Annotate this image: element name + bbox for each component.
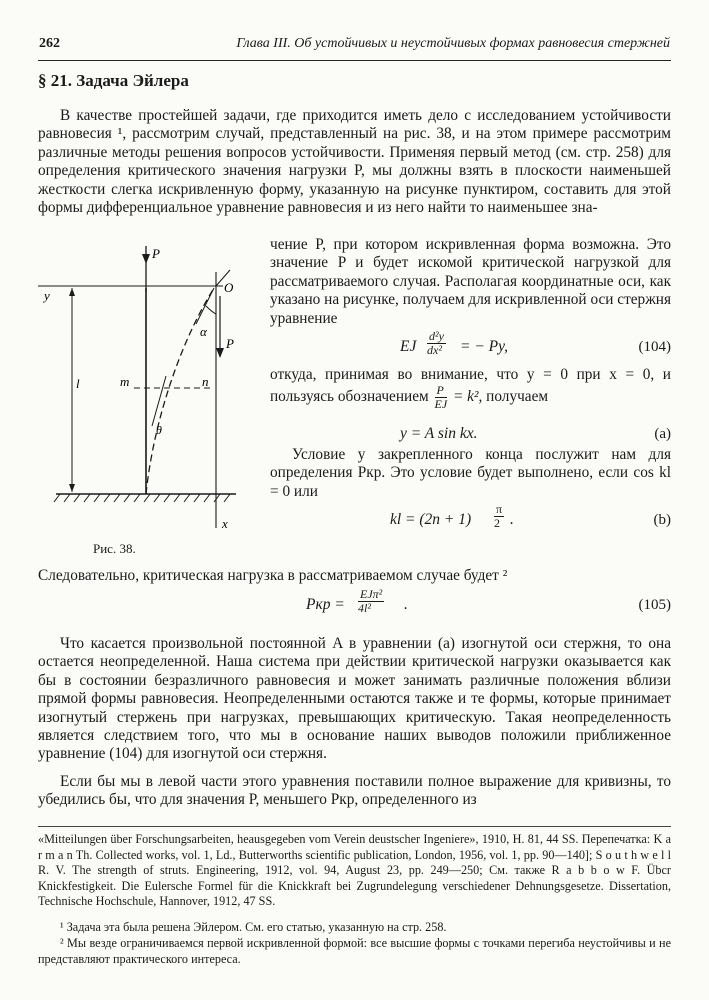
eq104-label: (104): [638, 339, 671, 356]
k-numerator: P: [435, 384, 448, 398]
equation-104: [270, 328, 671, 366]
after-104-text: откуда, принимая во внимание, что y = 0 при x = 0, и пользуясь обозначением: [270, 366, 671, 406]
label-n: n: [202, 374, 209, 389]
footnote-1: ¹ Задача эта была решена Эйлером. См. его статью, указанную на стр. 258.: [60, 920, 447, 934]
ground-hatch: [54, 494, 230, 502]
paragraph-intro: В качестве простейшей задачи, где приходится иметь дело с исследованием устойчивости равновесия ¹, рассмотрим случай, представленный на рис. 38, и на этом примере рассмотрим различные методы решения вопросов устойчивости. Применяя первый метод (см. стр. 258) для определения критического значения нагрузки P, мы должны взять в плоскости наименьшей жесткости слегка искривленную форму, указанную на рисунке пунктиром, составить для этой формы дифференциальное уравнение равновесия и из него найти то наименьшее зна-: [38, 107, 671, 217]
eq-b-label: (b): [653, 512, 671, 529]
paragraph-indeterminacy: Что касается произвольной постоянной A в уравнении (a) изогнутой оси стержня, то она остается неопределенной. Наша система при действии критической нагрузки оказывается как бы в состоянии безразличного равновесия и может занимать различные положения вблизи прямой формы равновесия. Неопределенными остаются также и те формы, которые принимает изогнутый стержень при нагрузках, превышающих критическую. Такая неопределенность является следствием того, что мы в основание наших выводов положили приближенное уравнение (104) для изогнутой оси стержня.: [38, 635, 671, 763]
label-theta: θ: [156, 423, 162, 437]
label-o: O: [224, 280, 234, 295]
label-p-top: P: [152, 246, 160, 261]
eq-b-fraction: [494, 503, 504, 530]
critical-load-text: Следовательно, критическая нагрузка в рассматриваемом случае будет ²: [38, 567, 508, 584]
figure-38: [38, 236, 263, 556]
section-title: § 21. Задача Эйлера: [38, 71, 189, 90]
header-divider: [38, 60, 671, 61]
after-104-block: [270, 366, 671, 422]
eq-b-end: .: [510, 511, 514, 529]
eq105-end: .: [404, 596, 408, 614]
derivation-text: чение P, при котором искривленная форма возможна. Это значение P и будет искомой критической нагрузкой для рассматриваемого случая. Располагая координатные оси, как указано на рисунке, получаем для искривленной оси стержня уравнение: [270, 236, 671, 327]
page-number: 262: [39, 36, 60, 51]
alpha-tangent: [196, 288, 214, 324]
label-p-side: P: [226, 336, 234, 351]
figure-caption: Рис. 38.: [93, 541, 136, 556]
paragraph-curvature: Если бы мы в левой части этого уравнения поставили полное выражение для кривизны, то убедились бы, что для значения P, меньшего Pкр, определенного из: [38, 773, 671, 809]
eq105-fraction: [358, 588, 384, 615]
eq-a-label: (a): [654, 426, 671, 443]
alpha-arc: [206, 306, 216, 314]
footnote-2: ² Мы везде ограничиваемся первой искривленной формой: все высшие формы с точками перегиба неустойчивы и не представляют практического интереса.: [38, 936, 671, 966]
load-arrow-top-head: [142, 254, 150, 264]
theta-tangent: [152, 376, 166, 426]
eq104-rhs: = − Py,: [460, 338, 509, 356]
after-k-text: получаем: [486, 388, 549, 406]
eq104-fraction: [427, 330, 446, 357]
eq-b-lhs: kl = (2n + 1): [390, 511, 472, 529]
load-arrow-side-head: [216, 348, 224, 358]
eq-b-numerator: π: [496, 502, 503, 517]
paragraph-derivation: [270, 236, 671, 535]
label-l: l: [76, 376, 80, 391]
paragraph-critical-load: [38, 567, 671, 625]
condition-text: Условие у закрепленного конца послужит нам для определения Pкр. Это условие будет выполнено, если cos kl = 0 или: [270, 446, 671, 500]
equation-105: [38, 585, 671, 625]
deflected-shape: [146, 288, 214, 494]
label-m: m: [120, 374, 130, 389]
eq105-denominator: 4l²: [358, 601, 371, 616]
label-alpha: α: [200, 324, 207, 339]
running-title: Глава III. Об устойчивых и неустойчивых формах равновесия стержней: [236, 36, 670, 51]
footnote-continued: «Mitteilungen über Forschungsarbeiten, heausgegeben vom Verein deustscher Ingeniere», 1910, H. 81, 44 SS. Перепечатка: K a r m a n Th. Collected works, vol. 1, Ld., Butterworths scientific publication, London, 1956, vol. 1, pp. 90—140]; S o u t h w e l l R. V. The strength of struts. Engineering, 1912, vol. 94, August 23, pp. 249—250; См. также R a b b o w F. Übcr Knickfestigkeit. Die Eulersche Formel für die Knickkraft bei Zugrundelegung verschiedener Dehnungsgesetze. Dissertation, Technische Hochschule, Hannover, 1912, 47 SS.: [38, 832, 671, 909]
k-fraction: [435, 384, 448, 411]
equation-b: [270, 501, 671, 535]
eq105-numerator: EJπ²: [360, 587, 383, 602]
k-rhs: = k²,: [452, 388, 483, 406]
eq104-denominator: dx²: [427, 343, 442, 358]
label-x: x: [222, 516, 228, 531]
eq-a: y = A sin kx.: [400, 425, 478, 443]
equation-a: [270, 422, 671, 446]
eq104-lhs: EJ: [400, 338, 417, 356]
k-denominator: EJ: [434, 397, 448, 412]
eq104-numerator: d²y: [429, 329, 444, 344]
eq-b-denominator: 2: [494, 516, 500, 531]
euler-column-diagram: [38, 236, 263, 556]
eq105-lhs: Pкр =: [306, 596, 345, 614]
label-y: y: [44, 288, 50, 303]
eq105-label: (105): [638, 597, 671, 614]
footnote-divider: [38, 826, 671, 827]
